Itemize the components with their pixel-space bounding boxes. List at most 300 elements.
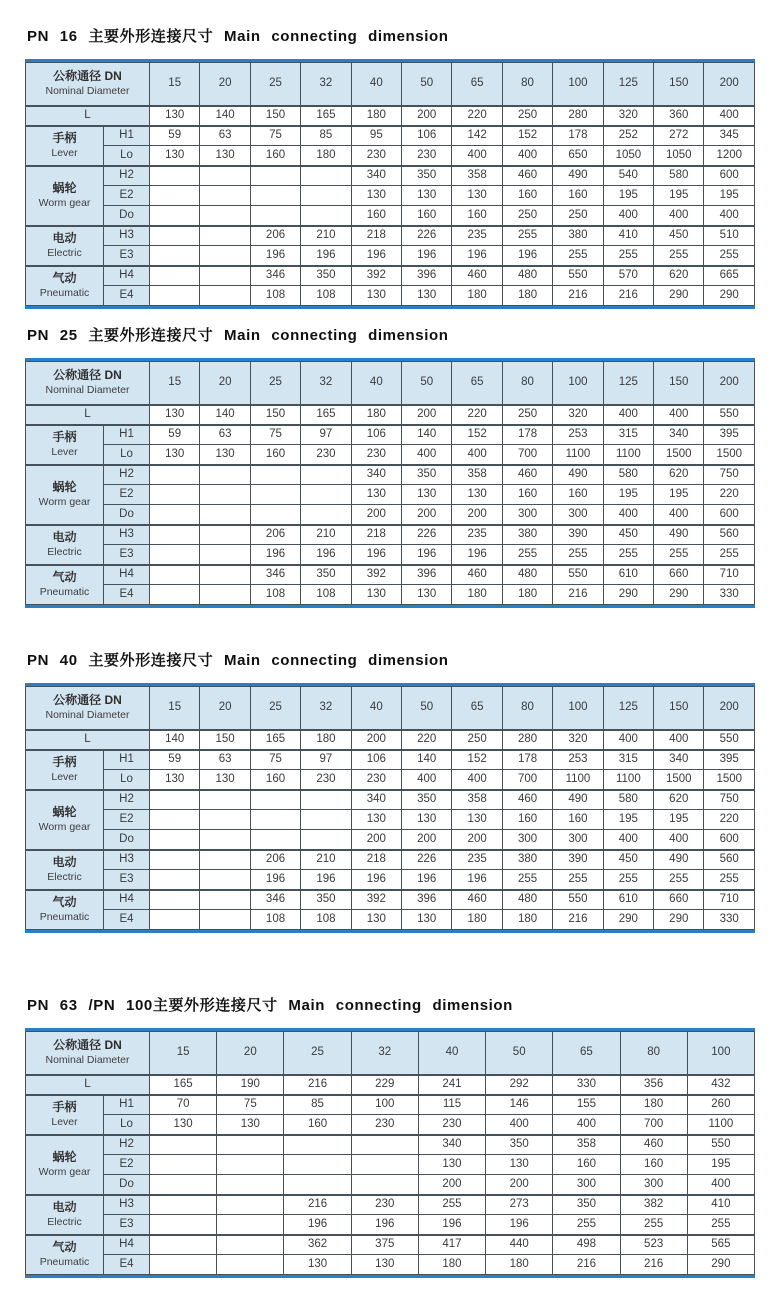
dimension-cell: 216 (284, 1195, 351, 1215)
row-label: E3 (104, 870, 150, 890)
nominal-diameter-header: 公称通径 DN Nominal Diameter (26, 63, 150, 106)
dimension-cell: 150 (250, 106, 300, 126)
dn-column-header: 80 (502, 362, 552, 405)
dimension-cell: 241 (418, 1075, 485, 1095)
dimension-cell (284, 1155, 351, 1175)
dimension-cell: 230 (351, 770, 401, 790)
dimension-cell: 216 (553, 286, 603, 306)
dimension-cell: 195 (654, 810, 704, 830)
pn40-dimension-table (25, 686, 755, 930)
dimension-cell (150, 1175, 217, 1195)
dimension-cell (150, 545, 200, 565)
dimension-cell (200, 545, 250, 565)
dimension-cell (200, 890, 250, 910)
column-header-row (26, 687, 755, 730)
dn-column-header: 200 (704, 362, 755, 405)
dimension-cell: 160 (284, 1115, 351, 1135)
dimension-cell: 1100 (603, 445, 653, 465)
table-row (26, 206, 755, 226)
dimension-cell: 396 (402, 565, 452, 585)
dimension-cell: 480 (502, 565, 552, 585)
dimension-cell (217, 1175, 284, 1195)
row-label: Lo (104, 770, 150, 790)
dimension-cell: 1100 (553, 770, 603, 790)
dn-column-header: 65 (452, 63, 502, 106)
dimension-cell: 253 (553, 425, 603, 445)
table-row (26, 485, 755, 505)
dimension-cell: 150 (250, 405, 300, 425)
dimension-cell: 300 (553, 830, 603, 850)
dn-column-header: 40 (351, 63, 401, 106)
section-pn63-pn100 (25, 997, 755, 1278)
dimension-cell: 490 (553, 166, 603, 186)
table-row (26, 850, 755, 870)
dimension-cell: 396 (402, 266, 452, 286)
dimension-cell: 226 (402, 525, 452, 545)
dimension-cell: 59 (150, 425, 200, 445)
dimension-cell: 380 (502, 525, 552, 545)
dimension-cell (150, 1135, 217, 1155)
dimension-cell: 255 (502, 870, 552, 890)
dimension-cell: 350 (301, 890, 351, 910)
dimension-cell: 400 (704, 106, 755, 126)
dimension-cell: 390 (553, 850, 603, 870)
dimension-cell (200, 186, 250, 206)
table-row (26, 166, 755, 186)
dimension-cell: 350 (301, 565, 351, 585)
dimension-cell: 392 (351, 266, 401, 286)
dimension-cell: 750 (704, 465, 755, 485)
dimension-cell: 620 (654, 266, 704, 286)
dimension-cell: 140 (150, 730, 200, 750)
dimension-cell: 660 (654, 565, 704, 585)
group-label: 气动 Pneumatic (26, 1235, 104, 1275)
dimension-cell: 362 (284, 1235, 351, 1255)
l-row-label: L (26, 1075, 150, 1095)
dimension-cell: 250 (502, 405, 552, 425)
dimension-cell: 155 (553, 1095, 620, 1115)
table-row (26, 585, 755, 605)
dimension-cell: 290 (603, 585, 653, 605)
dn-column-header: 32 (351, 1032, 418, 1075)
dimension-cell: 330 (704, 910, 755, 930)
dimension-cell: 700 (502, 770, 552, 790)
table-row (26, 445, 755, 465)
row-label: E2 (104, 1155, 150, 1175)
dimension-cell: 340 (654, 750, 704, 770)
dimension-cell: 200 (452, 505, 502, 525)
dimension-cell: 400 (553, 1115, 620, 1135)
dimension-cell: 140 (200, 405, 250, 425)
dimension-cell: 230 (402, 146, 452, 166)
dimension-cell: 63 (200, 126, 250, 146)
dimension-cell: 195 (603, 810, 653, 830)
dimension-cell: 600 (704, 166, 755, 186)
dimension-cell (217, 1235, 284, 1255)
dimension-cell: 340 (418, 1135, 485, 1155)
dimension-cell: 196 (351, 246, 401, 266)
dimension-cell: 180 (351, 405, 401, 425)
dimension-cell: 218 (351, 226, 401, 246)
dn-column-header: 25 (250, 63, 300, 106)
table-row (26, 126, 755, 146)
dimension-cell: 130 (351, 910, 401, 930)
table-row (26, 790, 755, 810)
row-label: Do (104, 1175, 150, 1195)
dimension-cell: 360 (654, 106, 704, 126)
dimension-cell: 400 (452, 770, 502, 790)
dimension-cell: 1200 (704, 146, 755, 166)
dn-column-header: 20 (200, 362, 250, 405)
dimension-cell: 216 (553, 585, 603, 605)
dn-column-header: 65 (452, 687, 502, 730)
dn-column-header: 32 (301, 687, 351, 730)
dimension-cell (200, 790, 250, 810)
dimension-cell: 200 (402, 405, 452, 425)
dimension-cell: 400 (603, 405, 653, 425)
table-row (26, 1235, 755, 1255)
dimension-cell: 390 (553, 525, 603, 545)
dimension-cell: 380 (502, 850, 552, 870)
dimension-cell: 320 (553, 730, 603, 750)
dimension-cell: 180 (301, 730, 351, 750)
dimension-cell: 255 (553, 246, 603, 266)
dimension-cell: 260 (687, 1095, 754, 1115)
dimension-cell: 460 (452, 890, 502, 910)
dimension-cell: 196 (301, 870, 351, 890)
dn-column-header: 125 (603, 362, 653, 405)
dimension-cell: 195 (704, 186, 755, 206)
pn40-title: PN 40 主要外形连接尺寸 Main connecting dimension (27, 652, 449, 669)
group-label: 蜗轮 Worm gear (26, 790, 104, 850)
row-label: Do (104, 206, 150, 226)
dimension-cell (200, 286, 250, 306)
dimension-cell: 152 (452, 750, 502, 770)
dimension-cell: 565 (687, 1235, 754, 1255)
dimension-cell: 340 (351, 465, 401, 485)
dn-column-header: 25 (284, 1032, 351, 1075)
dimension-cell: 400 (687, 1175, 754, 1195)
dimension-cell: 200 (402, 505, 452, 525)
dimension-cell: 450 (654, 226, 704, 246)
dimension-cell: 400 (603, 505, 653, 525)
l-row-label: L (26, 730, 150, 750)
dimension-cell: 196 (351, 1215, 418, 1235)
row-label: H1 (104, 1095, 150, 1115)
pn40-table-frame (25, 683, 755, 933)
dimension-cell: 610 (603, 565, 653, 585)
dn-column-header: 50 (402, 687, 452, 730)
dimension-cell: 216 (620, 1255, 687, 1275)
dn-column-header: 100 (687, 1032, 754, 1075)
dimension-cell: 206 (250, 525, 300, 545)
dimension-cell: 130 (452, 810, 502, 830)
dimension-cell: 330 (553, 1075, 620, 1095)
row-label: H3 (104, 1195, 150, 1215)
dimension-cell (301, 505, 351, 525)
dimension-cell: 160 (402, 206, 452, 226)
dimension-cell: 218 (351, 525, 401, 545)
dimension-cell: 400 (603, 830, 653, 850)
dimension-cell: 108 (250, 585, 300, 605)
dimension-cell: 400 (402, 770, 452, 790)
dimension-cell: 200 (402, 830, 452, 850)
dn-column-header: 25 (250, 687, 300, 730)
dimension-cell: 130 (150, 106, 200, 126)
dimension-cell (217, 1135, 284, 1155)
dimension-cell (250, 166, 300, 186)
dimension-cell: 400 (452, 146, 502, 166)
l-row (26, 106, 755, 126)
dimension-cell: 400 (654, 730, 704, 750)
dimension-cell: 410 (603, 226, 653, 246)
dimension-cell: 255 (654, 870, 704, 890)
dimension-cell: 400 (486, 1115, 553, 1135)
dimension-cell: 380 (553, 226, 603, 246)
dimension-cell: 160 (502, 186, 552, 206)
dimension-cell: 255 (553, 870, 603, 890)
row-label: E4 (104, 286, 150, 306)
dimension-cell: 59 (150, 126, 200, 146)
dimension-cell: 160 (502, 485, 552, 505)
group-label: 蜗轮 Worm gear (26, 1135, 104, 1195)
row-label: H2 (104, 790, 150, 810)
dimension-cell: 358 (452, 465, 502, 485)
pn25-table-frame (25, 358, 755, 608)
dimension-cell: 160 (250, 445, 300, 465)
dn-column-header: 40 (351, 687, 401, 730)
dn-column-header: 100 (553, 63, 603, 106)
dn-column-header: 80 (502, 63, 552, 106)
dimension-cell: 100 (351, 1095, 418, 1115)
dimension-cell: 75 (250, 425, 300, 445)
dn-column-header: 50 (486, 1032, 553, 1075)
dimension-cell: 460 (502, 465, 552, 485)
dimension-cell: 230 (351, 146, 401, 166)
dn-column-header: 150 (654, 687, 704, 730)
row-label: E3 (104, 246, 150, 266)
dimension-cell: 130 (402, 186, 452, 206)
dimension-cell: 97 (301, 425, 351, 445)
column-header-row (26, 1032, 755, 1075)
dimension-cell: 460 (452, 266, 502, 286)
dimension-cell: 1500 (654, 770, 704, 790)
table-row (26, 810, 755, 830)
dimension-cell (250, 830, 300, 850)
dimension-cell: 1050 (654, 146, 704, 166)
dimension-cell: 440 (486, 1235, 553, 1255)
dimension-cell: 190 (217, 1075, 284, 1095)
dimension-cell: 290 (704, 286, 755, 306)
dimension-cell: 196 (351, 870, 401, 890)
table-row (26, 465, 755, 485)
dimension-cell: 460 (502, 790, 552, 810)
dimension-cell: 580 (603, 790, 653, 810)
dimension-cell: 165 (301, 405, 351, 425)
row-label: Do (104, 830, 150, 850)
row-label: H1 (104, 425, 150, 445)
dimension-cell: 345 (704, 126, 755, 146)
dimension-cell (150, 1255, 217, 1275)
dimension-cell (301, 485, 351, 505)
nominal-diameter-header: 公称通径 DN Nominal Diameter (26, 1032, 150, 1075)
dimension-cell: 350 (553, 1195, 620, 1215)
dimension-cell: 300 (502, 505, 552, 525)
dimension-cell: 196 (250, 545, 300, 565)
table-row (26, 1255, 755, 1275)
dimension-cell (200, 226, 250, 246)
dn-column-header: 40 (351, 362, 401, 405)
table-row (26, 1095, 755, 1115)
dimension-cell: 226 (402, 850, 452, 870)
dimension-cell: 160 (553, 1155, 620, 1175)
dimension-cell: 255 (418, 1195, 485, 1215)
dimension-cell (301, 830, 351, 850)
dimension-cell: 710 (704, 565, 755, 585)
dimension-cell: 180 (452, 910, 502, 930)
dn-column-header: 100 (553, 687, 603, 730)
dimension-cell: 142 (452, 126, 502, 146)
dimension-cell: 292 (486, 1075, 553, 1095)
dimension-cell: 196 (486, 1215, 553, 1235)
dimension-cell: 540 (603, 166, 653, 186)
table-row (26, 1215, 755, 1235)
dimension-cell: 460 (620, 1135, 687, 1155)
dimension-cell: 235 (452, 525, 502, 545)
dimension-cell: 665 (704, 266, 755, 286)
row-label: Lo (104, 146, 150, 166)
dimension-cell: 250 (502, 206, 552, 226)
dimension-cell: 130 (200, 146, 250, 166)
dimension-cell: 210 (301, 226, 351, 246)
dimension-cell: 95 (351, 126, 401, 146)
group-label: 电动 Electric (26, 850, 104, 890)
dimension-cell: 400 (603, 730, 653, 750)
dimension-cell (150, 525, 200, 545)
dimension-cell: 356 (620, 1075, 687, 1095)
section-pn16 (25, 28, 755, 309)
dimension-cell: 160 (250, 146, 300, 166)
dimension-cell: 220 (704, 485, 755, 505)
dimension-cell: 106 (351, 750, 401, 770)
dimension-cell: 59 (150, 750, 200, 770)
dn-column-header: 32 (301, 362, 351, 405)
dimension-cell (250, 186, 300, 206)
dimension-cell (217, 1195, 284, 1215)
dimension-cell: 230 (418, 1115, 485, 1135)
dimension-cell: 75 (250, 126, 300, 146)
dimension-cell (200, 266, 250, 286)
dimension-cell (150, 485, 200, 505)
dimension-cell (351, 1175, 418, 1195)
dimension-cell: 230 (351, 1195, 418, 1215)
dimension-cell: 560 (704, 850, 755, 870)
group-label: 手柄 Lever (26, 1095, 104, 1135)
dimension-cell: 75 (217, 1095, 284, 1115)
row-label: H4 (104, 565, 150, 585)
row-label: H4 (104, 266, 150, 286)
dimension-cell: 255 (553, 1215, 620, 1235)
dimension-cell: 1050 (603, 146, 653, 166)
dimension-cell (284, 1135, 351, 1155)
dimension-cell: 255 (620, 1215, 687, 1235)
dimension-cell: 290 (603, 910, 653, 930)
dn-column-header: 100 (553, 362, 603, 405)
table-row (26, 1155, 755, 1175)
dimension-cell: 150 (200, 730, 250, 750)
dimension-cell: 140 (402, 750, 452, 770)
dimension-cell: 178 (502, 425, 552, 445)
dimension-cell: 152 (502, 126, 552, 146)
dimension-cell: 1500 (704, 445, 755, 465)
dimension-cell (150, 1235, 217, 1255)
dimension-cell: 130 (486, 1155, 553, 1175)
dimension-cell (150, 206, 200, 226)
section-pn25 (25, 327, 755, 608)
dimension-cell (150, 890, 200, 910)
dimension-cell: 610 (603, 890, 653, 910)
table-row (26, 545, 755, 565)
dimension-cell: 130 (150, 770, 200, 790)
row-label: H1 (104, 750, 150, 770)
group-label: 电动 Electric (26, 525, 104, 565)
group-label: 气动 Pneumatic (26, 890, 104, 930)
dimension-cell (200, 166, 250, 186)
l-row-label: L (26, 106, 150, 126)
dimension-cell (301, 465, 351, 485)
dimension-cell: 216 (284, 1075, 351, 1095)
dimension-cell (250, 810, 300, 830)
dimension-cell: 255 (654, 246, 704, 266)
column-header-row (26, 63, 755, 106)
dimension-cell: 255 (603, 870, 653, 890)
dimension-cell: 235 (452, 850, 502, 870)
table-row (26, 286, 755, 306)
dimension-cell: 195 (654, 186, 704, 206)
dimension-cell: 330 (704, 585, 755, 605)
dimension-cell: 130 (150, 445, 200, 465)
dn-column-header: 80 (502, 687, 552, 730)
l-row (26, 405, 755, 425)
dimension-cell: 490 (654, 525, 704, 545)
dimension-cell: 255 (704, 246, 755, 266)
dimension-cell: 200 (486, 1175, 553, 1195)
row-label: E2 (104, 186, 150, 206)
dimension-cell: 130 (402, 910, 452, 930)
dimension-cell: 196 (284, 1215, 351, 1235)
dimension-cell: 252 (603, 126, 653, 146)
group-label: 手柄 Lever (26, 425, 104, 465)
row-label: H2 (104, 1135, 150, 1155)
row-label: E4 (104, 1255, 150, 1275)
dimension-cell (150, 870, 200, 890)
dimension-cell (200, 505, 250, 525)
dimension-cell: 108 (301, 585, 351, 605)
dimension-cell: 550 (687, 1135, 754, 1155)
dimension-cell: 196 (452, 246, 502, 266)
dimension-cell (250, 790, 300, 810)
dimension-cell (200, 850, 250, 870)
dimension-cell: 460 (502, 166, 552, 186)
dimension-cell: 180 (301, 146, 351, 166)
table-row (26, 146, 755, 166)
dimension-cell: 160 (620, 1155, 687, 1175)
row-label: E2 (104, 485, 150, 505)
dimension-cell: 130 (351, 585, 401, 605)
dimension-cell: 280 (553, 106, 603, 126)
dimension-cell: 130 (150, 146, 200, 166)
row-label: H1 (104, 126, 150, 146)
